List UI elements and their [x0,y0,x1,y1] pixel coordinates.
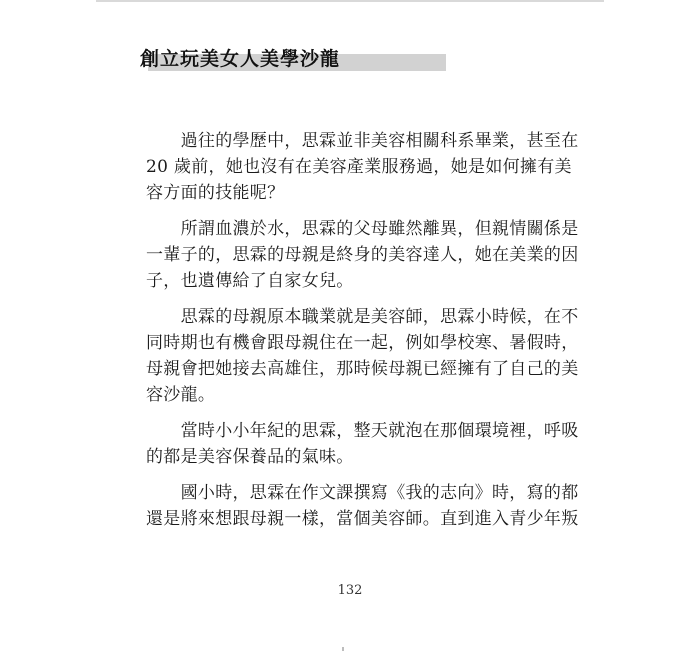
paragraph [146,304,579,408]
text-line: 過往的學歷中，思霖並非美容相關科系畢業，甚至在 [146,131,579,151]
text-line: 國小時，思霖在作文課撰寫《我的志向》時，寫的都 [146,483,579,503]
text-line: 還是將來想跟母親一樣，當個美容師。直到進入青少年叛 [146,509,579,529]
chapter-title: 創立玩美女人美學沙龍 [140,48,341,70]
book-page [96,2,604,651]
text-line: 子，也遺傳給了自家女兒。 [146,271,354,291]
text-line: 20 歲前，她也沒有在美容產業服務過，她是如何擁有美 [146,157,572,177]
paragraph [146,128,579,206]
text-line: 母親會把她接去高雄住，那時候母親已經擁有了自己的美 [146,359,579,379]
bottom-edge-mark [342,647,344,651]
text-line: 所謂血濃於水，思霖的父母雖然離異，但親情關係是 [146,219,579,239]
text-line: 同時期也有機會跟母親住在一起，例如學校寒、暑假時， [146,333,579,353]
paragraph [146,216,579,294]
text-line: 當時小小年紀的思霖，整天就泡在那個環境裡，呼吸 [146,421,579,441]
chapter-heading [140,40,446,74]
paragraph [146,418,579,470]
page-number: 132 [337,583,363,598]
text-line: 容沙龍。 [146,385,216,405]
paragraph [146,480,579,532]
text-line: 一輩子的，思霖的母親是終身的美容達人，她在美業的因 [146,245,579,265]
body-text [146,128,579,532]
text-line: 容方面的技能呢？ [146,183,285,203]
text-line: 思霖的母親原本職業就是美容師，思霖小時候，在不 [146,307,579,327]
text-line: 的都是美容保養品的氣味。 [146,447,354,467]
